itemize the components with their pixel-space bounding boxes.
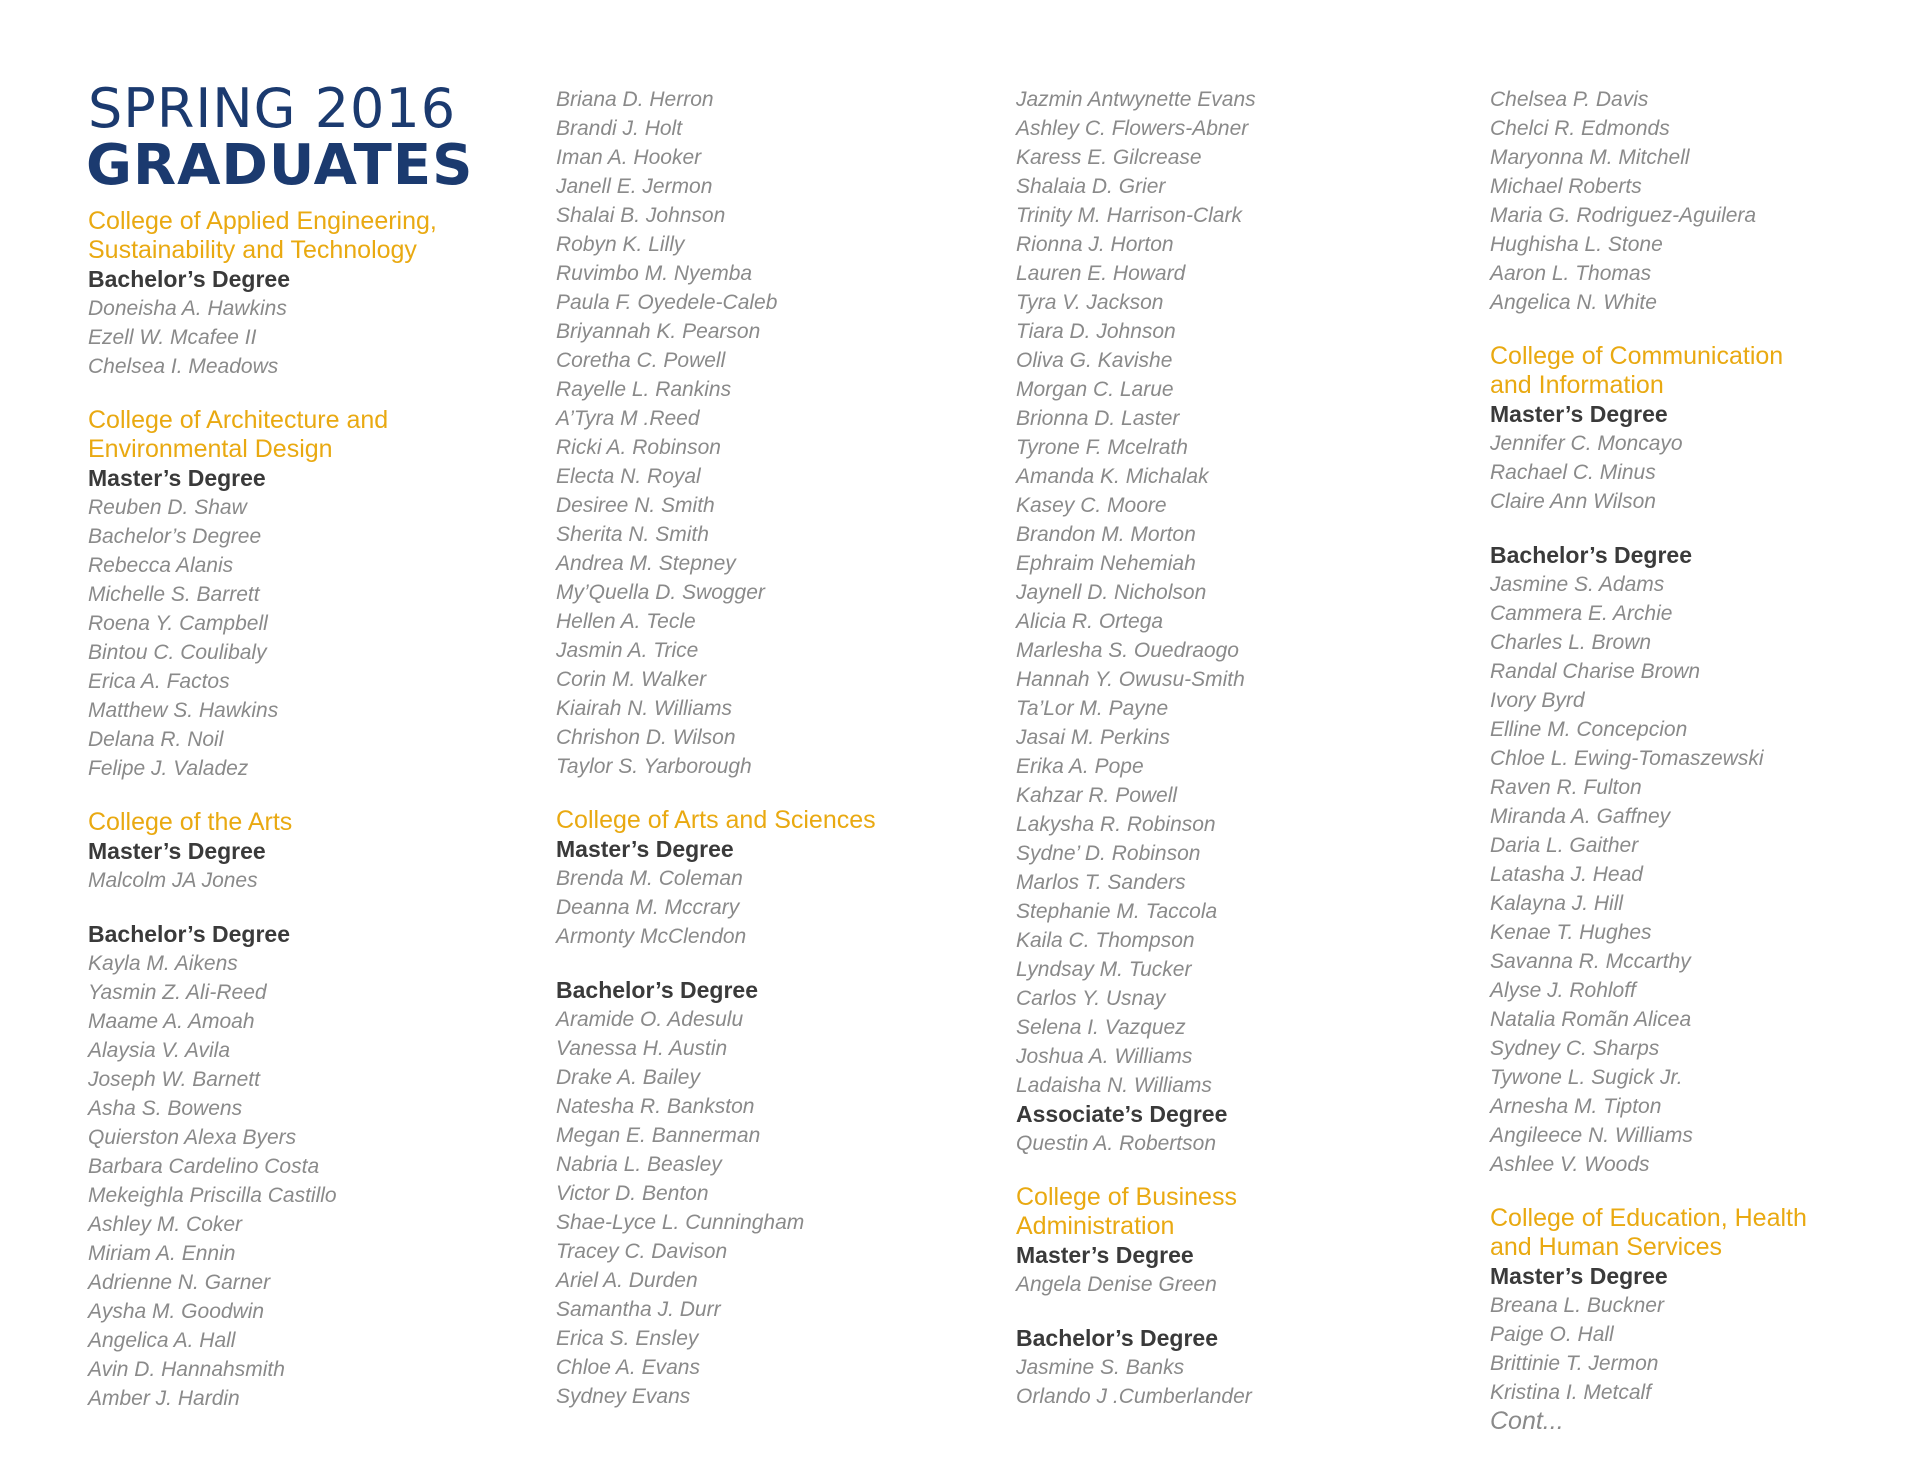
graduate-name: Tywone L. Sugick Jr. — [1490, 1066, 1683, 1089]
page-title-line1: SPRING 2016 — [88, 77, 457, 140]
graduate-name: Ladaisha N. Williams — [1016, 1074, 1212, 1097]
graduate-name: Electa N. Royal — [556, 465, 701, 488]
graduate-name: Lakysha R. Robinson — [1016, 813, 1216, 836]
graduate-name: Shalai B. Johnson — [556, 204, 726, 227]
graduate-name: Avin D. Hannahsmith — [88, 1358, 285, 1381]
graduate-name: Roena Y. Campbell — [88, 612, 268, 635]
graduate-name: Amber J. Hardin — [88, 1387, 240, 1410]
graduate-name: Alicia R. Ortega — [1016, 610, 1164, 633]
page-title-line2: GRADUATES — [86, 133, 474, 198]
graduate-name: Marlesha S. Ouedraogo — [1016, 639, 1239, 662]
graduate-name: Questin A. Robertson — [1016, 1132, 1216, 1155]
college-heading: College of the Arts — [88, 808, 293, 836]
graduate-name: Lyndsay M. Tucker — [1016, 958, 1192, 981]
graduate-name: Hannah Y. Owusu-Smith — [1016, 668, 1245, 691]
degree-heading: Master’s Degree — [1016, 1242, 1194, 1268]
graduate-name: Rebecca Alanis — [88, 554, 234, 577]
graduate-name: Ashley C. Flowers-Abner — [1016, 117, 1249, 140]
graduate-name: Asha S. Bowens — [88, 1097, 243, 1120]
graduate-name: Angelica N. White — [1490, 291, 1657, 314]
college-heading: College of Education, Health — [1490, 1204, 1807, 1232]
graduate-name: Kiairah N. Williams — [556, 697, 733, 720]
graduate-name: Kristina I. Metcalf — [1490, 1381, 1652, 1404]
graduate-name: Trinity M. Harrison-Clark — [1016, 204, 1242, 227]
degree-heading: Associate’s Degree — [1016, 1101, 1228, 1127]
graduate-name: Kalayna J. Hill — [1490, 892, 1624, 915]
graduate-name: Tracey C. Davison — [556, 1240, 728, 1263]
college-heading: College of Communication — [1490, 342, 1784, 370]
graduate-name: Tyrone F. Mcelrath — [1016, 436, 1188, 459]
graduate-name: Brittinie T. Jermon — [1490, 1352, 1659, 1375]
graduate-name: Ezell W. Mcafee II — [88, 326, 257, 349]
graduate-name: Brenda M. Coleman — [556, 867, 743, 890]
graduate-name: Rionna J. Horton — [1016, 233, 1174, 256]
degree-heading: Master’s Degree — [1490, 401, 1668, 427]
graduate-name: Lauren E. Howard — [1016, 262, 1186, 285]
graduate-name: Angela Denise Green — [1016, 1273, 1217, 1296]
graduate-name: Deanna M. Mccrary — [556, 896, 740, 919]
graduate-name: Ephraim Nehemiah — [1016, 552, 1196, 575]
graduate-name: Delana R. Noil — [88, 728, 224, 751]
graduate-name: Briyannah K. Pearson — [556, 320, 761, 343]
graduate-name: Karess E. Gilcrease — [1016, 146, 1202, 169]
graduate-name: Sydney Evans — [556, 1385, 691, 1408]
graduate-name: Jasmin A. Trice — [556, 639, 699, 662]
college-heading: College of Business — [1016, 1183, 1237, 1211]
graduate-name: Aysha M. Goodwin — [88, 1300, 265, 1323]
graduate-name: Tiara D. Johnson — [1016, 320, 1176, 343]
graduate-name: Joseph W. Barnett — [88, 1068, 260, 1091]
graduate-name: Andrea M. Stepney — [556, 552, 736, 575]
graduate-name: Chloe L. Ewing-Tomaszewski — [1490, 747, 1764, 770]
graduate-name: Latasha J. Head — [1490, 863, 1643, 886]
graduate-name: Drake A. Bailey — [556, 1066, 700, 1089]
graduate-name: Paula F. Oyedele-Caleb — [556, 291, 778, 314]
graduate-name: Ruvimbo M. Nyemba — [556, 262, 753, 285]
graduate-name: Chelci R. Edmonds — [1490, 117, 1670, 140]
graduate-name: Robyn K. Lilly — [556, 233, 685, 256]
graduate-name: Ashley M. Coker — [88, 1213, 243, 1236]
graduate-name: Desiree N. Smith — [556, 494, 715, 517]
graduate-name: Hellen A. Tecle — [556, 610, 696, 633]
graduate-name: Yasmin Z. Ali-Reed — [88, 981, 267, 1004]
graduate-name: Ariel A. Durden — [556, 1269, 698, 1292]
graduate-name: Ta’Lor M. Payne — [1016, 697, 1169, 720]
graduate-name: Ashlee V. Woods — [1490, 1153, 1650, 1176]
graduate-name: Joshua A. Williams — [1016, 1045, 1193, 1068]
graduate-name: Orlando J .Cumberlander — [1016, 1385, 1252, 1408]
graduate-name: Kahzar R. Powell — [1016, 784, 1178, 807]
college-heading: Administration — [1016, 1212, 1175, 1240]
graduate-name: Breana L. Buckner — [1490, 1294, 1664, 1317]
graduate-name: Tyra V. Jackson — [1016, 291, 1164, 314]
graduate-name: Brionna D. Laster — [1016, 407, 1180, 430]
degree-heading: Bachelor’s Degree — [88, 921, 290, 947]
degree-heading: Bachelor’s Degree — [1490, 542, 1692, 568]
graduate-name: Jazmin Antwynette Evans — [1016, 88, 1256, 111]
degree-heading: Master’s Degree — [556, 836, 734, 862]
graduate-name: Jasmine S. Adams — [1490, 573, 1665, 596]
graduate-name: Chrishon D. Wilson — [556, 726, 736, 749]
graduate-name: Coretha C. Powell — [556, 349, 726, 372]
graduate-name: Hughisha L. Stone — [1490, 233, 1663, 256]
graduate-name: Jennifer C. Moncayo — [1490, 432, 1683, 455]
graduate-name: Rachael C. Minus — [1490, 461, 1656, 484]
graduate-name: Matthew S. Hawkins — [88, 699, 279, 722]
graduate-name: Shalaia D. Grier — [1016, 175, 1166, 198]
graduate-name: Erica S. Ensley — [556, 1327, 699, 1350]
graduate-name: Michelle S. Barrett — [88, 583, 260, 606]
graduate-name: Michael Roberts — [1490, 175, 1642, 198]
graduate-name: Vanessa H. Austin — [556, 1037, 728, 1060]
graduate-name: Miranda A. Gaffney — [1490, 805, 1671, 828]
graduate-name: Maryonna M. Mitchell — [1490, 146, 1690, 169]
graduate-name: Miriam A. Ennin — [88, 1242, 236, 1265]
graduate-name: Shae-Lyce L. Cunningham — [556, 1211, 805, 1234]
graduate-name: Daria L. Gaither — [1490, 834, 1639, 857]
degree-heading: Master’s Degree — [88, 465, 266, 491]
graduate-name: Felipe J. Valadez — [88, 757, 249, 780]
graduate-name: Charles L. Brown — [1490, 631, 1652, 654]
graduate-name: Angileece N. Williams — [1490, 1124, 1693, 1147]
graduate-name: Raven R. Fulton — [1490, 776, 1642, 799]
graduate-name: Chelsea P. Davis — [1490, 88, 1649, 111]
graduate-name: Selena I. Vazquez — [1016, 1016, 1186, 1039]
graduate-name: Erica A. Factos — [88, 670, 230, 693]
graduate-name: Samantha J. Durr — [556, 1298, 721, 1321]
graduate-name: Doneisha A. Hawkins — [88, 297, 287, 320]
graduate-name: Jaynell D. Nicholson — [1016, 581, 1207, 604]
graduate-name: Claire Ann Wilson — [1490, 490, 1656, 513]
graduate-name: Janell E. Jermon — [556, 175, 713, 198]
graduate-name: Mekeighla Priscilla Castillo — [88, 1184, 337, 1207]
degree-heading: Master’s Degree — [88, 838, 266, 864]
graduate-name: Victor D. Benton — [556, 1182, 709, 1205]
graduate-name: Iman A. Hooker — [556, 146, 702, 169]
graduate-name: Reuben D. Shaw — [88, 496, 247, 519]
graduate-name: Jasmine S. Banks — [1016, 1356, 1185, 1379]
graduate-name: Taylor S. Yarborough — [556, 755, 752, 778]
graduate-name: Erika A. Pope — [1016, 755, 1144, 778]
graduate-name: Megan E. Bannerman — [556, 1124, 761, 1147]
graduate-name: Ricki A. Robinson — [556, 436, 721, 459]
college-heading: and Human Services — [1490, 1233, 1723, 1261]
graduate-name: Stephanie M. Taccola — [1016, 900, 1218, 923]
graduate-name: Kenae T. Hughes — [1490, 921, 1652, 944]
graduate-name: Alaysia V. Avila — [88, 1039, 231, 1062]
degree-heading: Bachelor’s Degree — [1016, 1325, 1218, 1351]
college-heading: College of Architecture and — [88, 406, 389, 434]
graduate-name: Natesha R. Bankston — [556, 1095, 755, 1118]
college-heading: Environmental Design — [88, 435, 333, 463]
graduate-name: Malcolm JA Jones — [88, 869, 258, 892]
graduate-name: Brandi J. Holt — [556, 117, 683, 140]
graduate-name: Bachelor’s Degree — [88, 525, 262, 548]
graduate-name: Natalia Romãn Alicea — [1490, 1008, 1692, 1031]
college-heading: College of Arts and Sciences — [556, 806, 876, 834]
graduate-name: Aaron L. Thomas — [1490, 262, 1652, 285]
graduate-name: Sydne’ D. Robinson — [1016, 842, 1201, 865]
graduate-name: Quierston Alexa Byers — [88, 1126, 297, 1149]
graduate-name: Aramide O. Adesulu — [556, 1008, 744, 1031]
graduate-name: Chelsea I. Meadows — [88, 355, 279, 378]
graduate-name: Alyse J. Rohloff — [1490, 979, 1636, 1002]
graduate-name: Angelica A. Hall — [88, 1329, 236, 1352]
graduate-name: Arnesha M. Tipton — [1490, 1095, 1662, 1118]
graduate-name: Marlos T. Sanders — [1016, 871, 1186, 894]
degree-heading: Bachelor’s Degree — [556, 977, 758, 1003]
graduate-name: Paige O. Hall — [1490, 1323, 1614, 1346]
graduate-name: Savanna R. Mccarthy — [1490, 950, 1691, 973]
continued-label: Cont... — [1490, 1407, 1564, 1435]
graduate-name: Briana D. Herron — [556, 88, 714, 111]
graduate-name: A’Tyra M .Reed — [556, 407, 700, 430]
graduate-name: Maria G. Rodriguez-Aguilera — [1490, 204, 1757, 227]
graduate-name: Morgan C. Larue — [1016, 378, 1174, 401]
graduate-name: Elline M. Concepcion — [1490, 718, 1688, 741]
graduate-name: Jasai M. Perkins — [1016, 726, 1171, 749]
college-heading: Sustainability and Technology — [88, 236, 417, 264]
graduate-name: Corin M. Walker — [556, 668, 707, 691]
college-heading: and Information — [1490, 371, 1664, 399]
graduate-name: Randal Charise Brown — [1490, 660, 1701, 683]
graduate-name: Brandon M. Morton — [1016, 523, 1196, 546]
graduate-name: Cammera E. Archie — [1490, 602, 1673, 625]
graduate-name: Rayelle L. Rankins — [556, 378, 732, 401]
graduate-name: Maame A. Amoah — [88, 1010, 255, 1033]
graduate-name: Barbara Cardelino Costa — [88, 1155, 320, 1178]
graduate-name: Chloe A. Evans — [556, 1356, 700, 1379]
graduate-name: Sydney C. Sharps — [1490, 1037, 1660, 1060]
graduate-name: My’Quella D. Swogger — [556, 581, 765, 604]
graduate-name: Oliva G. Kavishe — [1016, 349, 1173, 372]
degree-heading: Bachelor’s Degree — [88, 266, 290, 292]
graduate-name: Carlos Y. Usnay — [1016, 987, 1166, 1010]
graduate-name: Adrienne N. Garner — [88, 1271, 271, 1294]
graduate-name: Nabria L. Beasley — [556, 1153, 722, 1176]
college-heading: College of Applied Engineering, — [88, 207, 437, 235]
graduate-name: Bintou C. Coulibaly — [88, 641, 267, 664]
graduate-name: Amanda K. Michalak — [1016, 465, 1209, 488]
graduate-name: Ivory Byrd — [1490, 689, 1585, 712]
graduate-name: Sherita N. Smith — [556, 523, 709, 546]
graduate-name: Kayla M. Aikens — [88, 952, 238, 975]
degree-heading: Master’s Degree — [1490, 1263, 1668, 1289]
graduate-name: Kasey C. Moore — [1016, 494, 1167, 517]
graduate-name: Armonty McClendon — [556, 925, 747, 948]
graduate-name: Kaila C. Thompson — [1016, 929, 1195, 952]
